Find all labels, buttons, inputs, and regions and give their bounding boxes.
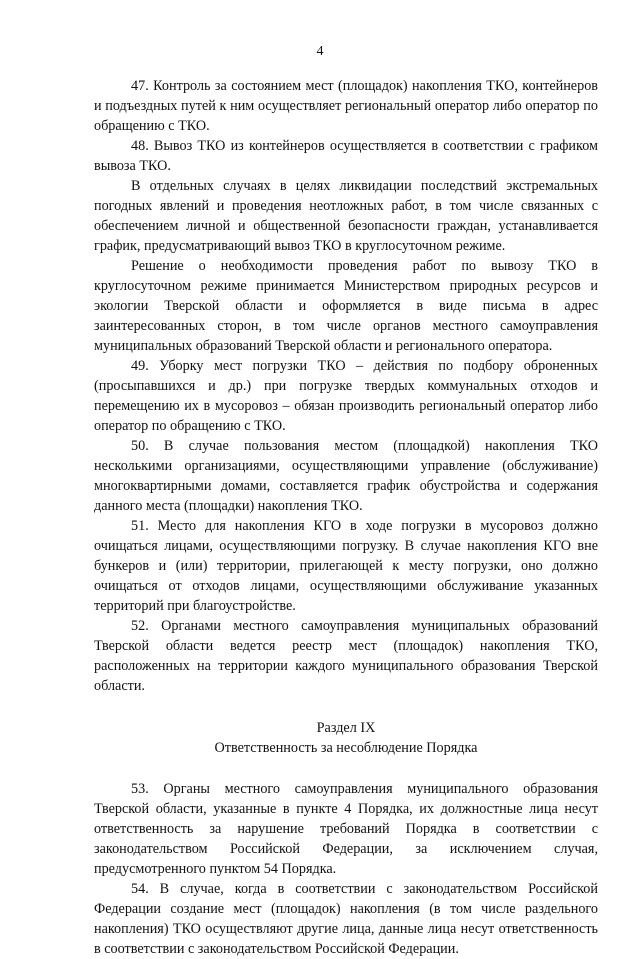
paragraph-53: 53. Органы местного самоуправления муниципального образования Тверской области, указанные в пункте 4 Порядка, их должностные лица несут ответственность за нарушение требований Порядка в соответствии с законодательством Российской Федерации, за исключением случая, предусмотренного пунктом 54 Порядка.: [94, 781, 598, 877]
paragraph-51: 51. Место для накопления КГО в ходе погрузки в мусоровоз должно очищаться лицами, осуществляющими погрузку. В случае накопления КГО вне бункеров и (или) территории, прилегающей к месту погрузки, оно должно очищаться от отходов лицами, осуществляющими обслуживание указанных территорий при благоустройстве.: [94, 518, 598, 614]
paragraph-49: 49. Уборку мест погрузки ТКО – действия по подбору оброненных (просыпавшихся и др.) при погрузке твердых коммунальных отходов и перемещению их в мусоровоз – обязан производить региональный оператор либо оператор по обращению с ТКО.: [94, 358, 598, 434]
paragraph-47: 47. Контроль за состоянием мест (площадок) накопления ТКО, контейнеров и подъездных путей к ним осуществляет региональный оператор либо оператор по обращению с ТКО.: [94, 78, 598, 134]
paragraph-50: 50. В случае пользования местом (площадкой) накопления ТКО несколькими организациями, осуществляющими управление (обслуживание) многоквартирными домами, составляется график обустройства и содержания данного места (площадки) накопления ТКО.: [94, 438, 598, 514]
paragraph-52: 52. Органами местного самоуправления муниципальных образований Тверской области ведется реестр мест (площадок) накопления ТКО, расположенных на территории каждого муниципального образования Тверской области.: [94, 618, 598, 694]
paragraph-48: 48. Вывоз ТКО из контейнеров осуществляется в соответствии с графиком вывоза ТКО.: [94, 138, 598, 174]
paragraph-48-decision: Решение о необходимости проведения работ по вывозу ТКО в круглосуточном режиме принимается Министерством природных ресурсов и экологии Тверской области и оформляется в виде письма в адрес заинтересованных сторон, в том числе органов местного самоуправления муниципальных образований Тверской области и регионального оператора.: [94, 258, 598, 354]
paragraph-54: 54. В случае, когда в соответствии с законодательством Российской Федерации создание мест (площадок) накопления (в том числе раздельного накопления) ТКО осуществляют другие лица, данные лица несут ответственность в соответствии с законодательством Российской Федерации.: [94, 881, 598, 957]
document-body: [94, 76, 598, 959]
paragraph-48-extreme-weather: В отдельных случаях в целях ликвидации последствий экстремальных погодных явлений и проведения неотложных работ, в том числе связанных с обеспечением личной и общественной безопасности граждан, устанавливается график, предусматривающий вывоз ТКО в круглосуточном режиме.: [94, 178, 598, 254]
section-label: Раздел IX: [316, 720, 376, 736]
section-title: Ответственность за несоблюдение Порядка: [214, 740, 478, 756]
page-number: 4: [316, 44, 324, 59]
